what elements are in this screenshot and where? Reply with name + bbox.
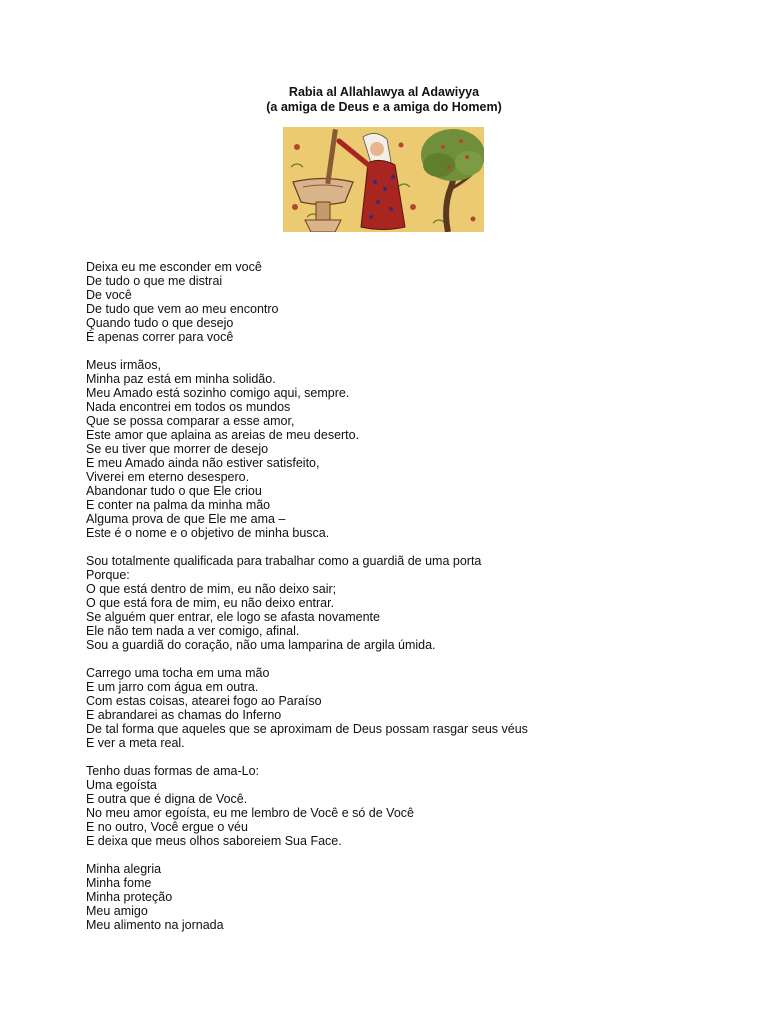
poem-line: Viverei em eterno desespero. bbox=[86, 470, 250, 484]
poem-line: Este amor que aplaina as areias de meu deserto. bbox=[86, 428, 360, 442]
poem-line: Alguma prova de que Ele me ama – bbox=[86, 512, 286, 526]
poem-line: Tenho duas formas de ama-Lo: bbox=[86, 764, 260, 778]
poem-line: Nada encontrei em todos os mundos bbox=[86, 400, 291, 414]
poem-stanza bbox=[86, 554, 726, 652]
poem-line: Carrego uma tocha em uma mão bbox=[86, 666, 270, 680]
poem-line: Quando tudo o que desejo bbox=[86, 316, 234, 330]
poem-line: Porque: bbox=[86, 568, 130, 582]
poem-stanza bbox=[86, 666, 726, 750]
poem-line: Meus irmãos, bbox=[86, 358, 162, 372]
poem-line: Uma egoísta bbox=[86, 778, 157, 792]
poem-line: Que se possa comparar a esse amor, bbox=[86, 414, 295, 428]
poem-line: Minha paz está em minha solidão. bbox=[86, 372, 276, 386]
poem-line: E meu Amado ainda não estiver satisfeito, bbox=[86, 456, 320, 470]
poem-line: Abandonar tudo o que Ele criou bbox=[86, 484, 262, 498]
poem-line: E um jarro com água em outra. bbox=[86, 680, 259, 694]
poem-line: De tudo que vem ao meu encontro bbox=[86, 302, 279, 316]
page-subtitle: (a amiga de Deus e a amiga do Homem) bbox=[266, 100, 502, 114]
poem-line: E outra que é digna de Você. bbox=[86, 792, 248, 806]
poem-stanza bbox=[86, 358, 726, 540]
poem-line: Sou totalmente qualificada para trabalhar como a guardiã de uma porta bbox=[86, 554, 482, 568]
poem-line: Meu alimento na jornada bbox=[86, 918, 224, 932]
poem-line: Se alguém quer entrar, ele logo se afasta novamente bbox=[86, 610, 380, 624]
poem-line: Se eu tiver que morrer de desejo bbox=[86, 442, 269, 456]
poem-body bbox=[86, 260, 726, 946]
title-block bbox=[0, 85, 768, 115]
poem-line: De você bbox=[86, 288, 132, 302]
poem-line: Minha fome bbox=[86, 876, 152, 890]
poem-line: E no outro, Você ergue o véu bbox=[86, 820, 248, 834]
poem-line: E deixa que meus olhos saboreiem Sua Face. bbox=[86, 834, 342, 848]
poem-line: Este é o nome e o objetivo de minha busca. bbox=[86, 526, 330, 540]
poem-line: E abrandarei as chamas do Inferno bbox=[86, 708, 282, 722]
poem-line: O que está dentro de mim, eu não deixo sair; bbox=[86, 582, 337, 596]
poem-line: Meu amigo bbox=[86, 904, 148, 918]
poem-line: Com estas coisas, atearei fogo ao Paraíso bbox=[86, 694, 322, 708]
poem-line: E ver a meta real. bbox=[86, 736, 185, 750]
poem-line: Minha alegria bbox=[86, 862, 162, 876]
poem-line: Meu Amado está sozinho comigo aqui, sempre. bbox=[86, 386, 350, 400]
miniature-painting-icon bbox=[283, 127, 484, 232]
poem-line: O que está fora de mim, eu não deixo entrar. bbox=[86, 596, 335, 610]
poem-line: De tudo o que me distrai bbox=[86, 274, 223, 288]
poem-line: Ele não tem nada a ver comigo, afinal. bbox=[86, 624, 300, 638]
page-title: Rabia al Allahlawya al Adawiyya bbox=[288, 85, 480, 99]
poem-line: É apenas correr para você bbox=[86, 330, 234, 344]
poem-stanza bbox=[86, 862, 726, 932]
poem-line: No meu amor egoísta, eu me lembro de Você e só de Você bbox=[86, 806, 414, 820]
poem-line: E conter na palma da minha mão bbox=[86, 498, 271, 512]
poem-line: De tal forma que aqueles que se aproximam de Deus possam rasgar seus véus bbox=[86, 722, 528, 736]
poem-stanza bbox=[86, 764, 726, 848]
poem-line: Sou a guardiã do coração, não uma lamparina de argila úmida. bbox=[86, 638, 436, 652]
poem-stanza bbox=[86, 260, 726, 344]
poem-line: Deixa eu me esconder em você bbox=[86, 260, 262, 274]
poem-line: Minha proteção bbox=[86, 890, 173, 904]
